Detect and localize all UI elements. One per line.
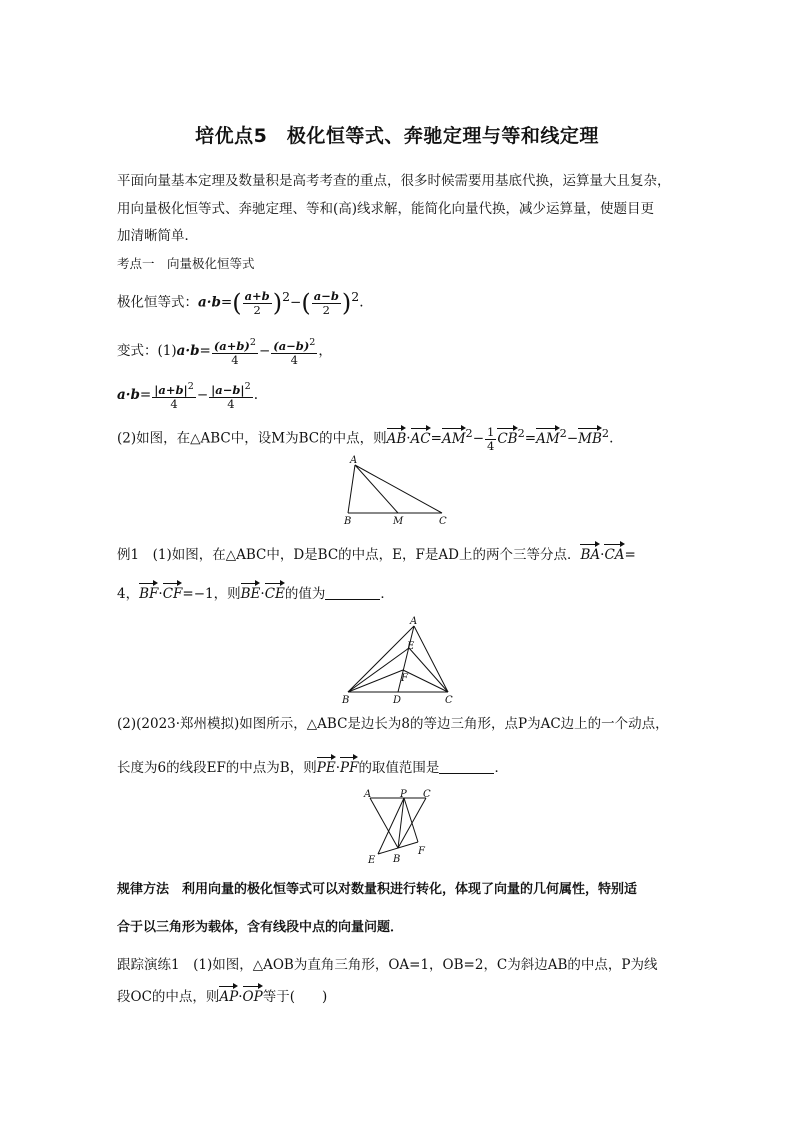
- label-E: E: [407, 641, 415, 652]
- example1-line-2: 4，BF·CF=−1，则BE·CE的值为 ．: [117, 586, 394, 602]
- ab-term: a·b: [198, 294, 221, 311]
- intro-line-1: 平面向量基本定理及数量积是高考考查的重点，很多时候需要用基底代换，运算量大且复杂，: [117, 173, 671, 189]
- figure-moving-segment: [358, 788, 438, 868]
- variant-formula-abs: a·b= $\frac{|a+b|^2}{4}$ − $\frac{|a-b|^2}{4}$ .: [117, 381, 259, 411]
- fraction: $\frac{|a-b|^2}{4}$: [211, 381, 251, 411]
- fraction: $\frac{(a+b)^2}{4}$: [213, 337, 256, 367]
- example2-line-2: 长度为6的线段EF的中点为B，则PE·PF的取值范围是 ．: [117, 760, 508, 776]
- label-B: B: [393, 854, 401, 865]
- label-M: M: [393, 516, 404, 527]
- variant-formula-1: 变式：(1)a·b= $\frac{(a+b)^2}{4}$ − $\frac{(a-b)^2}{4}$ ，: [117, 337, 332, 367]
- page-title: 培优点5 极化恒等式、奔驰定理与等和线定理: [195, 125, 599, 147]
- answer-blank: [439, 759, 494, 774]
- section-heading: 考点一 向量极化恒等式: [117, 256, 255, 271]
- method-line-1: 规律方法 利用向量的极化恒等式可以对数量积进行转化，体现了向量的几何属性，特别适: [117, 882, 638, 897]
- label-P: P: [400, 789, 407, 800]
- label-B: B: [342, 695, 350, 706]
- label-C: C: [445, 695, 453, 706]
- identity-formula: 极化恒等式：a·b=( $\frac{a+b}{2}$ )$^2$−( $\frac{a-b}{2}$ )$^2$.: [117, 288, 364, 317]
- label-C: C: [423, 789, 431, 800]
- variant-formula-2: (2)如图，在△ABC中，设M为BC的中点，则$AB\cdot AC=AM^2-$ $\frac{1}{4}$ $CB^2=AM^2-MB^2$.: [117, 424, 614, 453]
- identity-label: 极化恒等式：: [117, 294, 198, 311]
- track-line-2: 段OC的中点，则AP·OP等于( ): [117, 989, 328, 1005]
- label-E: E: [368, 855, 376, 866]
- track-line-1: 跟踪演练1 (1)如图，△AOB为直角三角形，OA=1，OB=2，C为斜边AB的中点，P为线: [117, 957, 658, 973]
- label-C: C: [439, 516, 447, 527]
- fraction: $\frac{a-b}{2}$: [313, 288, 339, 317]
- label-F: F: [401, 673, 408, 684]
- answer-blank: [325, 585, 380, 600]
- fraction: $\frac{(a-b)^2}{4}$: [273, 337, 316, 367]
- example2-line-1: (2)(2023·郑州模拟)如图所示，△ABC是边长为8的等边三角形，点P为AC边上的一个动点，: [117, 716, 669, 732]
- method-line-2: 合于以三角形为载体，含有线段中点的向量问题．: [117, 920, 404, 935]
- example1-line-1: 例1 (1)如图，在△ABC中，D是BC的中点，E，F是AD上的两个三等分点．BA·CA=: [117, 547, 636, 563]
- label-A: A: [350, 455, 358, 466]
- label-A: A: [364, 789, 372, 800]
- label-D: D: [393, 695, 402, 706]
- fraction: $\frac{a+b}{2}$: [244, 288, 270, 317]
- figure-triangle-abm: [338, 455, 458, 527]
- fraction: $\frac{|a+b|^2}{4}$: [154, 381, 194, 411]
- variant-label: 变式：(1): [117, 342, 177, 359]
- label-B: B: [344, 516, 352, 527]
- intro-line-3: 加清晰简单．: [117, 228, 198, 244]
- intro-line-2: 用向量极化恒等式、奔驰定理、等和(高)线求解，能简化向量代换，减少运算量，使题目更: [117, 201, 655, 217]
- label-A: A: [410, 616, 418, 627]
- label-F: F: [418, 846, 425, 857]
- fraction: $\frac{1}{4}$: [487, 424, 495, 453]
- figure-triangle-abc-thirds: [338, 614, 462, 708]
